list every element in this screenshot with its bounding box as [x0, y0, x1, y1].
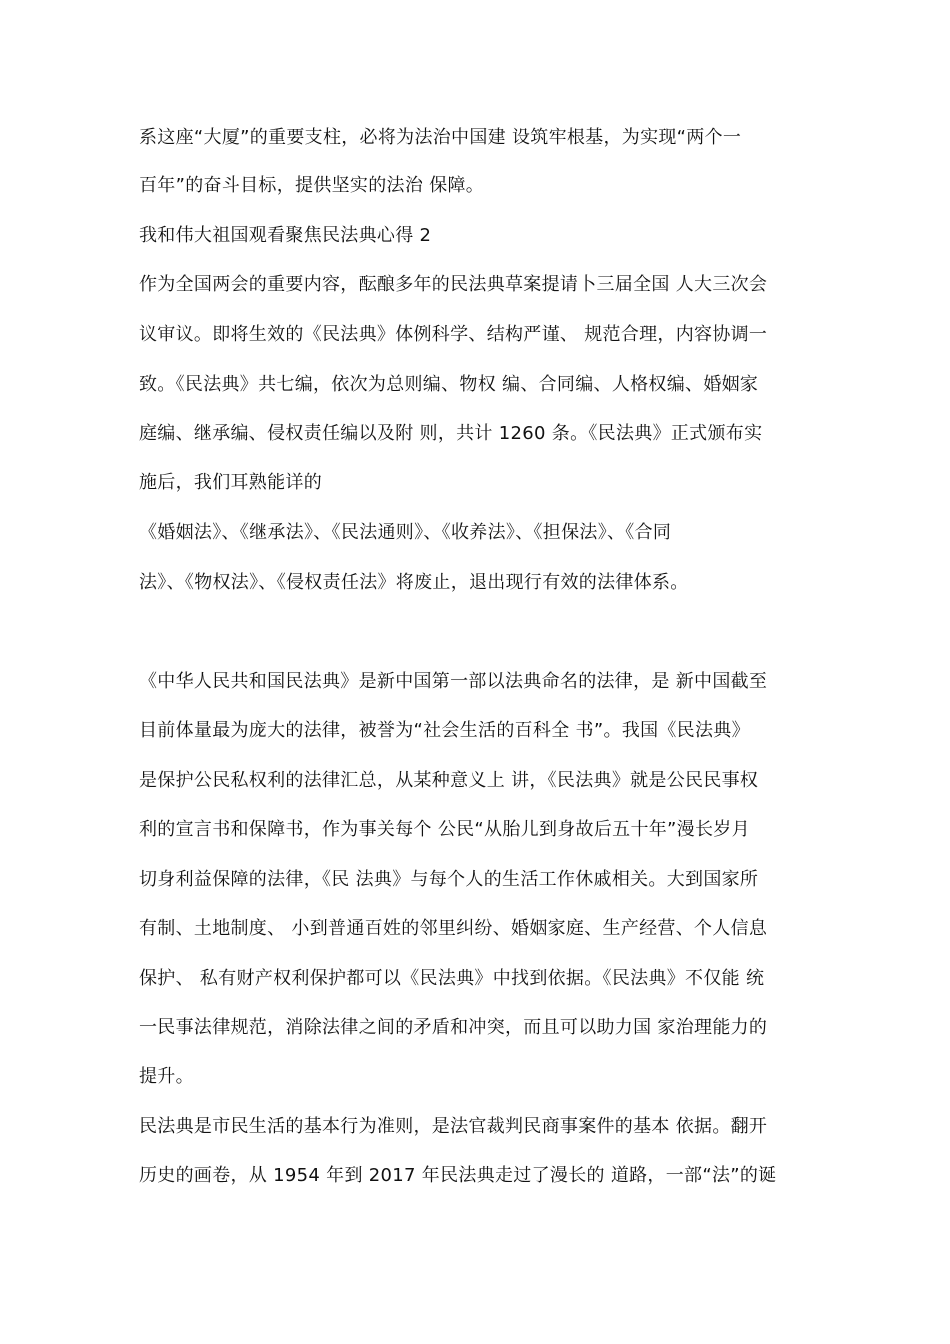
- text-line: 致。《民法典》共七编，依次为总则编、物权 编、合同编、人格权编、婚姻家: [139, 374, 759, 395]
- text-line: 一民事法律规范，消除法律之间的矛盾和冲突，而且可以助力国 家治理能力的: [139, 1017, 768, 1038]
- text-line: 有制、土地制度、 小到普通百姓的邻里纠纷、婚姻家庭、生产经营、个人信息: [139, 918, 768, 939]
- text-line: 目前体量最为庞大的法律，被誉为“社会生活的百科全 书”。我国《民法典》: [139, 720, 750, 741]
- text-line: 保护、 私有财产权利保护都可以《民法典》中找到依据。《民法典》不仅能 统: [139, 968, 765, 989]
- section-heading: 我和伟大祖国观看聚焦民法典心得 2: [139, 225, 432, 246]
- text-line: 庭编、继承编、侵权责任编以及附 则，共计 1260 条。《民法典》正式颁布实: [139, 423, 763, 444]
- text-line: 利的宣言书和保障书，作为事关每个 公民“从胎儿到身故后五十年”漫长岁月: [139, 819, 750, 840]
- text-line: 切身利益保障的法律，《民 法典》与每个人的生活工作休戚相关。大到国家所: [139, 869, 759, 890]
- text-line: 作为全国两会的重要内容，酝酿多年的民法典草案提请卜三届全国 人大三次会: [139, 274, 768, 295]
- text-line: 《婚姻法》、《继承法》、《民法通则》、《收养法》、《担保法》、《合同: [139, 522, 672, 543]
- text-line: 是保护公民私权利的法律汇总，从某种意义上 讲，《民法典》就是公民民事权: [139, 770, 759, 791]
- text-line: 民法典是市民生活的基本行为准则，是法官裁判民商事案件的基本 依据。翻开: [139, 1116, 768, 1137]
- text-line: 百年”的奋斗目标，提供坚实的法治 保障。: [139, 175, 485, 196]
- text-line: 施后，我们耳熟能详的: [139, 472, 322, 493]
- text-line: 法》、《物权法》、《侵权责任法》将废止，退出现行有效的法律体系。: [139, 572, 689, 593]
- text-line: 提升。: [139, 1066, 194, 1087]
- text-line: 历史的画卷，从 1954 年到 2017 年民法典走过了漫长的 道路，一部“法”的诞: [139, 1165, 777, 1186]
- text-line: 系这座“大厦”的重要支柱，必将为法治中国建 设筑牢根基，为实现“两个一: [139, 127, 742, 148]
- text-line: 议审议。即将生效的《民法典》体例科学、结构严谨、 规范合理，内容协调一: [139, 324, 768, 345]
- text-line: 《中华人民共和国民法典》是新中国第一部以法典命名的法律，是 新中国截至: [139, 671, 768, 692]
